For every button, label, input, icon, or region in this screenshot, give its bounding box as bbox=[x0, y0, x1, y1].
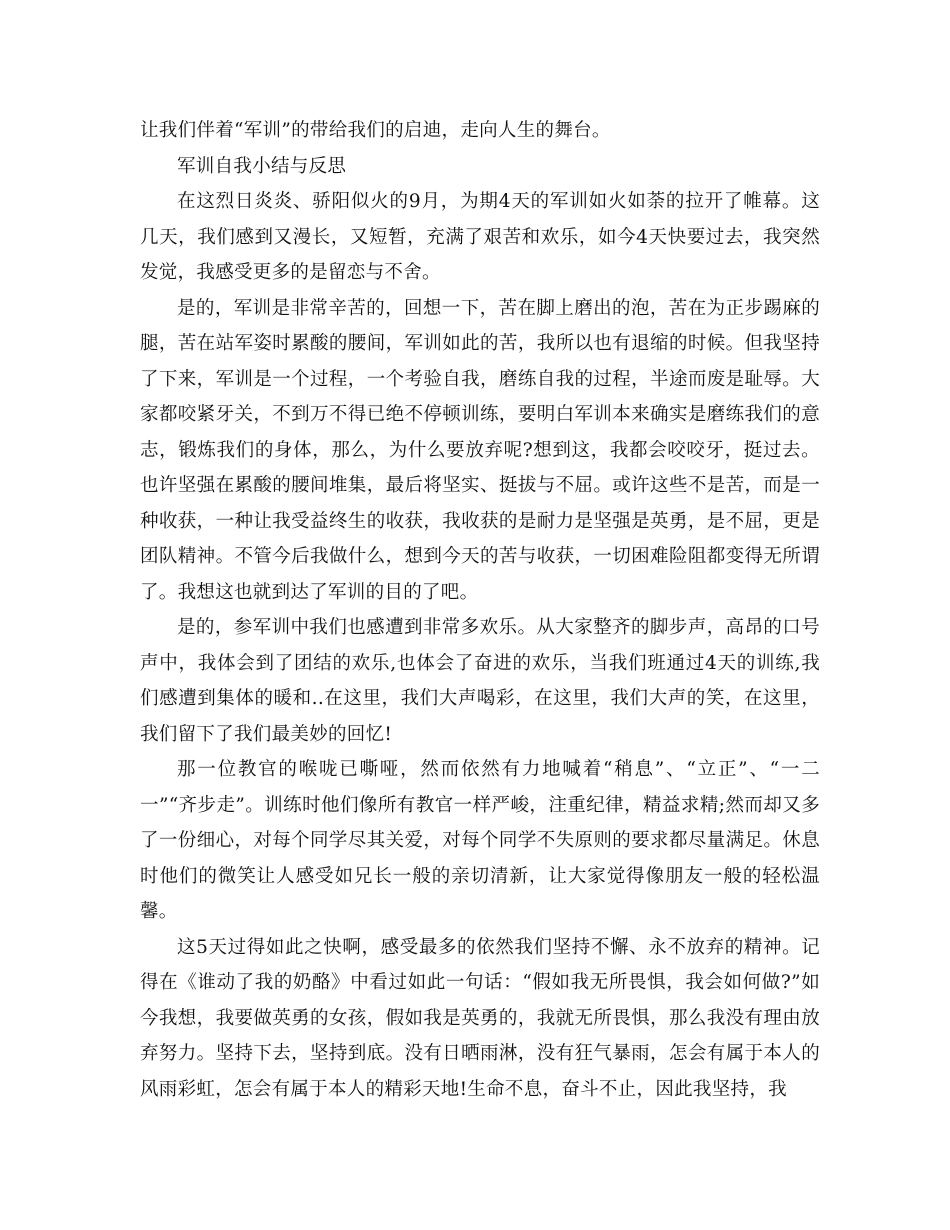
paragraph-instructor: 那一位教官的喉咙已嘶哑，然而依然有力地喊着“稍息”、“立正”、“一二一”“齐步走”。训练时他们像所有教官一样严峻，注重纪律，精益求精;然而却又多了一份细心，对每个同学尽其关爱，对每个同学不失原则的要求都尽量满足。休息时他们的微笑让人感受如兄长一般的亲切清新，让大家觉得像朋友一般的轻松温馨。 bbox=[140, 759, 820, 922]
paragraph-intro-continuation: 让我们伴着“军训”的带给我们的启迪，走向人生的舞台。 bbox=[140, 120, 611, 141]
paragraph-opening: 在这烈日炎炎、骄阳似火的9月，为期4天的军训如火如荼的拉开了帷幕。这几天，我们感到又漫长，又短暂，充满了艰苦和欢乐，如今4天快要过去，我突然发觉，我感受更多的是留恋与不舍。 bbox=[140, 191, 820, 283]
paragraph-joy: 是的，参军训中我们也感遭到非常多欢乐。从大家整齐的脚步声，高昂的口号声中，我体会到了团结的欢乐,也体会了奋进的欢乐，当我们班通过4天的训练,我们感遭到集体的暖和..在这里，我们大声喝彩，在这里，我们大声的笑，在这里，我们留下了我们最美妙的回忆! bbox=[140, 617, 820, 745]
document-body bbox=[140, 113, 820, 1107]
section-heading: 军训自我小结与反思 bbox=[177, 155, 347, 177]
paragraph-perseverance: 这5天过得如此之快啊，感受最多的依然我们坚持不懈、永不放弃的精神。记得在《谁动了我的奶酪》中看过如此一句话：“假如我无所畏惧，我会如何做?”如今我想，我要做英勇的女孩，假如我是英勇的，我就无所畏惧，那么我没有理由放弃努力。坚持下去，坚持到底。没有日晒雨淋，没有狂气暴雨，怎会有属于本人的风雨彩虹，怎会有属于本人的精彩天地!生命不息，奋斗不止，因此我坚持，我 bbox=[140, 936, 820, 1100]
paragraph-hardship: 是的，军训是非常辛苦的，回想一下，苦在脚上磨出的泡，苦在为正步踢麻的腿，苦在站军姿时累酸的腰间，军训如此的苦，我所以也有退缩的时候。但我坚持了下来，军训是一个过程，一个考验自我，磨练自我的过程，半途而废是耻辱。大家都咬紧牙关，不到万不得已绝不停顿训练，要明白军训本来确实是磨练我们的意志，锻炼我们的身体，那么，为什么要放弃呢?想到这，我都会咬咬牙，挺过去。也许坚强在累酸的腰间堆集，最后将坚实、挺拔与不屈。或许这些不是苦，而是一种收获，一种让我受益终生的收获，我收获的是耐力是坚强是英勇，是不屈，更是团队精神。不管今后我做什么，想到今天的苦与收获，一切困难险阻都变得无所谓了。我想这也就到达了军训的目的了吧。 bbox=[140, 297, 820, 603]
